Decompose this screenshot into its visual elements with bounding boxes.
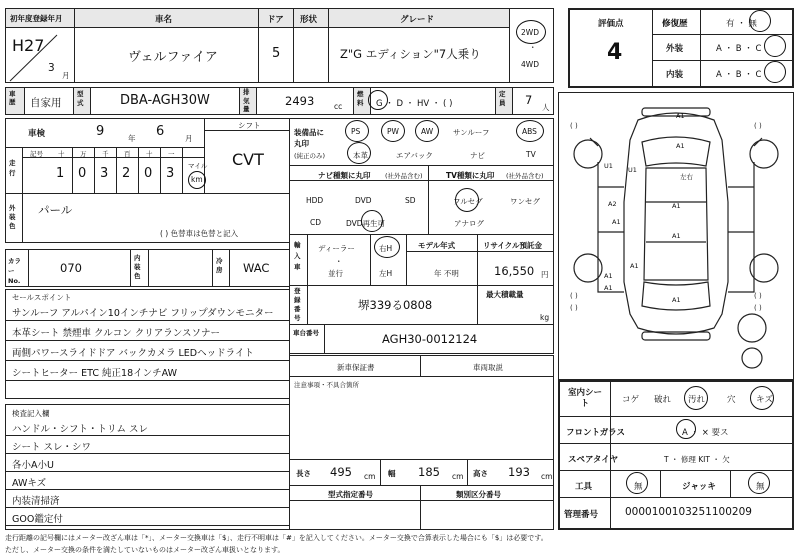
color-note: ( ) 色替車は色替と記入: [160, 229, 239, 238]
inspector-line: 各小A小U: [12, 460, 54, 471]
model-label: 型式: [77, 90, 84, 107]
seat-stain-circle: [684, 386, 708, 410]
tv-circle: [455, 188, 479, 212]
load-unit: kg: [540, 313, 550, 322]
jack-label: ジャッキ: [682, 482, 716, 492]
tv-oneseg: ワンセグ: [510, 197, 540, 206]
svg-text:( ): ( ): [570, 304, 578, 312]
inspector-rule: [5, 453, 290, 454]
digit-unit-label: 一: [168, 150, 175, 158]
damage-mark: 左右: [680, 173, 693, 181]
equipment-circle: [415, 120, 439, 142]
ac-value: WAC: [243, 261, 270, 275]
length-unit: cm: [364, 472, 376, 481]
equipment-item: 本革: [353, 151, 368, 160]
shape-cell: [293, 27, 329, 83]
footer-line1: 走行距離の記号欄にはメーター改ざん車は「*」、メーター交換車は「$」、走行不明車は「#」を記入してください。メーター交換で合算表示した場合にも「$」は必要です。: [5, 534, 548, 542]
km-unit: km: [191, 175, 203, 184]
recycle-value: 16,550: [494, 264, 535, 278]
load-label: 最大積載量: [486, 290, 524, 299]
repair-circle: [749, 10, 771, 32]
mgmt-value: 0000100103251100209: [625, 506, 752, 518]
height-unit: cm: [541, 472, 553, 481]
height-value: 193: [508, 465, 530, 479]
model: DBA-AGH30W: [120, 93, 210, 108]
seat-option: 穴: [727, 395, 736, 405]
displacement: 2493: [285, 94, 315, 108]
damage-mark: A1: [676, 142, 685, 150]
digit-divider: [72, 147, 73, 194]
svg-text:( ): ( ): [754, 304, 762, 312]
seat-option: コゲ: [622, 395, 640, 405]
fuel-label: 燃料: [357, 90, 364, 107]
spare-opts: T ・ 修理 KIT ・ 欠: [664, 455, 730, 464]
digit-divider: [160, 147, 161, 194]
interior-opts: A ・ B ・ C: [716, 70, 762, 80]
door-label: ドア: [267, 15, 284, 25]
seat-option: キズ: [756, 395, 773, 405]
grade-label: グレード: [400, 15, 435, 25]
damage-mark: A1: [604, 272, 613, 280]
svg-text:( ): ( ): [754, 122, 762, 130]
usage-label: 車歴: [9, 90, 16, 106]
digit-unit-label: 十: [58, 150, 65, 158]
tv-sub: (社外品含む): [506, 172, 544, 180]
shift-label: シフト: [238, 121, 261, 130]
length-label: 長さ: [296, 469, 311, 478]
equipment-sub: (純正のみ): [294, 152, 326, 160]
sales-rule: [5, 340, 290, 341]
tools-circle: [626, 472, 648, 494]
tools-label: 工具: [575, 482, 593, 492]
mileage-digit: 2: [122, 166, 131, 181]
ac-label: 冷房: [216, 257, 223, 274]
cc-unit: cc: [334, 102, 343, 111]
svg-text:( ): ( ): [754, 292, 762, 300]
damage-mark: A1: [672, 202, 681, 210]
usage: 自家用: [30, 97, 62, 109]
import-left: 左H: [379, 269, 393, 278]
sales-label: セールスポイント: [12, 293, 72, 302]
damage-mark: A1: [672, 296, 681, 304]
sales-line: 本革シート 禁煙車 クルコン クリアランスソナー: [12, 328, 220, 339]
drive-dot: ・: [529, 43, 537, 52]
seat-scratch-circle: [750, 386, 774, 410]
year-label: 初年度登録年月: [10, 14, 63, 23]
exterior-label: 外装: [666, 44, 684, 54]
navi-hdd: HDD: [306, 196, 324, 205]
damage-mark: A1: [604, 284, 613, 292]
inspector-rule: [5, 471, 290, 472]
digit-divider: [138, 147, 139, 194]
colorno-value: 070: [60, 261, 82, 275]
mgmt-label: 管理番号: [564, 510, 599, 520]
mileage-digit: 1: [56, 166, 65, 181]
jack-value: 無: [756, 482, 765, 492]
type-label: 型式指定番号: [328, 490, 373, 499]
digit-divider: [94, 147, 95, 194]
import-dot: ・: [335, 257, 343, 266]
damage-mark: A1: [672, 232, 681, 240]
width-label: 幅: [388, 469, 396, 478]
registration-month-unit: 月: [62, 71, 70, 80]
inspector-line: AWキズ: [12, 478, 47, 489]
warranty-cell: [289, 355, 554, 377]
damage-mark: A1: [676, 112, 685, 120]
sales-line: 両側パワースライドドア バックカメラ LEDヘッドライト: [12, 348, 254, 359]
damage-mark: A2: [608, 200, 617, 208]
inspection-month: 6: [156, 124, 165, 139]
fuel-opts: G ・ D ・ HV ・ ( ): [376, 99, 453, 109]
width-value: 185: [418, 465, 440, 479]
drive-2wd: 2WD: [521, 28, 539, 37]
reg-value: 堺339る0808: [358, 298, 433, 312]
chassis-label: 車台番号: [293, 329, 319, 337]
digit-divider: [116, 147, 117, 194]
car-name-label: 車名: [155, 15, 173, 25]
car-name: ヴェルファイア: [128, 50, 218, 65]
navi-sd: SD: [405, 196, 416, 205]
equipment-circle: [381, 120, 405, 142]
navi-sub: (社外品含む): [385, 172, 423, 180]
navi-circle: [361, 210, 383, 232]
sales-line: サンルーフ アルパイン10インチナビ フリップダウンモニター: [12, 308, 274, 319]
glass-opts: A ・ × 要ス: [682, 428, 729, 438]
displacement-label: 排気量: [243, 88, 250, 113]
repair-label: 修復歴: [662, 19, 688, 29]
mileage-digit: 3: [100, 166, 109, 181]
inspector-rule: [5, 435, 290, 436]
fuel-circle: [368, 90, 388, 110]
inspector-line: GOO鑑定付: [12, 514, 63, 525]
digit-unit-label: 万: [80, 150, 87, 158]
glass-circle: [676, 419, 696, 439]
jack-circle: [748, 472, 770, 494]
seat-option: 破れ: [654, 395, 672, 405]
shift: CVT: [232, 150, 264, 169]
equipment-circle: [516, 120, 544, 142]
import-right-circle: [374, 236, 400, 258]
recycle-yen: 円: [541, 270, 549, 279]
equipment-item: エアバック: [396, 151, 433, 160]
equipment-circle: [345, 120, 369, 142]
door-count: 5: [272, 46, 281, 61]
equipment-item: ABS: [522, 127, 537, 136]
color-value: パール: [38, 203, 73, 217]
shape-label: 形状: [300, 15, 318, 25]
equipment-item: ナビ: [470, 151, 485, 160]
tv-label: TV種類に丸印: [446, 171, 495, 180]
digit-unit-label: 千: [102, 150, 109, 158]
spare-label: スペアタイヤ: [568, 455, 619, 465]
class-label: 類別区分番号: [456, 490, 501, 499]
inspection-month-unit: 月: [185, 134, 193, 143]
equipment-item: PW: [387, 127, 399, 136]
model-year-label: モデル年式: [418, 241, 456, 250]
registration-month: 3: [48, 62, 55, 74]
mileage-digit: 0: [78, 166, 87, 181]
import-parallel: 並行: [328, 269, 343, 278]
mileage-label: 走行: [9, 159, 16, 177]
tv-fullseg: フルセグ: [453, 197, 483, 206]
damage-mark: A1: [630, 262, 639, 270]
import-right: 右H: [379, 244, 393, 253]
svg-text:( ): ( ): [570, 122, 578, 130]
navi-cd: CD: [310, 218, 322, 227]
sales-rule: [5, 360, 290, 361]
drive-4wd: 4WD: [521, 60, 539, 69]
notes-label: 注意事項・不具合箇所: [294, 381, 359, 389]
mileage-digit: 3: [166, 166, 175, 181]
mileage-digit: 0: [144, 166, 153, 181]
interior-circle: [764, 61, 786, 83]
chassis-value: AGH30-0012124: [382, 332, 478, 346]
tv-analog: アナログ: [454, 219, 484, 228]
sales-line: シートヒーター ETC 純正18インチAW: [12, 368, 178, 379]
score-label: 評価点: [598, 19, 624, 29]
reg-label: 登録番号: [294, 287, 301, 322]
capacity-unit: 人: [542, 103, 550, 112]
sales-rule: [5, 380, 290, 381]
inspection-label: 車検: [28, 129, 46, 139]
grade: Z"G エディション"7人乗り: [340, 47, 481, 61]
tools-value: 無: [634, 482, 643, 492]
inspector-rule: [5, 489, 290, 490]
equipment-item: サンルーフ: [453, 128, 490, 137]
inspector-line: ハンドル・シフト・トリム スレ: [12, 424, 149, 435]
inspection-year: 9: [96, 124, 105, 139]
color-label: 外装色: [9, 204, 16, 230]
capacity: 7: [525, 93, 533, 107]
inspector-line: シート スレ・シワ: [12, 442, 92, 453]
inspector-line: 内装清掃済: [12, 496, 60, 507]
score-value: 4: [607, 40, 623, 65]
registration-year: H27: [12, 36, 45, 55]
glass-label: フロントガラス: [566, 428, 625, 438]
digit-divider: [182, 147, 183, 194]
navi-dvd-play: DVD再生可: [346, 219, 386, 228]
inspector-label: 検査記入欄: [12, 409, 50, 418]
sales-rule: [5, 320, 290, 321]
inspector-rule: [5, 507, 290, 508]
digit-unit-label: 百: [124, 150, 131, 158]
seat-option: 汚れ: [688, 395, 706, 405]
seat-label: 室内シート: [568, 388, 603, 409]
recycle-label: リサイクル預託金: [483, 241, 542, 250]
mile-label: マイル: [188, 162, 208, 170]
footer-line2: ただし、メーター交換の条件を満たしていないものはメーター改ざん車扱いとなります。: [5, 546, 285, 554]
color-cell: [5, 193, 290, 243]
interior-color-label: 内装色: [134, 254, 141, 280]
equipment-circle: [347, 142, 371, 164]
navi-label: ナビ種類に丸印: [318, 171, 371, 180]
damage-mark: U1: [628, 166, 637, 174]
repair-opts: 有 ・ 無: [726, 19, 757, 29]
inspector-rule: [5, 525, 290, 526]
equipment-label: 装備品に丸印: [294, 128, 324, 148]
damage-mark: U1: [604, 162, 613, 170]
exterior-circle: [764, 35, 786, 57]
exterior-opts: A ・ B ・ C: [716, 44, 762, 54]
interior-label: 内装: [666, 70, 684, 80]
length-value: 495: [330, 465, 352, 479]
inspection-year-unit: 年: [128, 134, 136, 143]
width-unit: cm: [452, 472, 464, 481]
equipment-item: AW: [421, 127, 434, 136]
import-dealer: ディーラー: [318, 244, 355, 253]
manual: 車両取説: [473, 363, 503, 372]
equipment-item: PS: [351, 127, 361, 136]
svg-text:( ): ( ): [570, 292, 578, 300]
navi-dvd: DVD: [355, 196, 372, 205]
damage-mark: A1: [612, 218, 621, 226]
colorno-label: カラーNo.: [8, 257, 21, 285]
import-label: 輸入車: [294, 241, 301, 271]
model-year: 年 不明: [434, 269, 459, 278]
equipment-item: TV: [526, 150, 536, 159]
digit-unit-label: 十: [146, 150, 153, 158]
mileage-mark-label: 記号: [30, 150, 43, 158]
warranty: 新車保証書: [337, 363, 375, 372]
capacity-label: 定員: [499, 90, 506, 107]
height-label: 高さ: [473, 469, 488, 478]
